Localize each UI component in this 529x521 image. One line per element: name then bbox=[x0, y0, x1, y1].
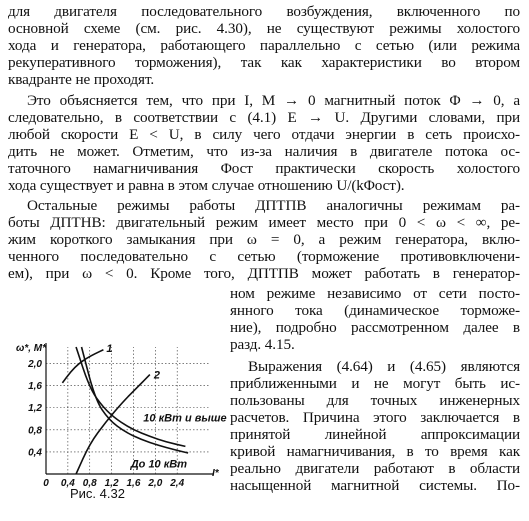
x-tick-label-1: 0,4 bbox=[60, 478, 75, 489]
x-axis-label: I* bbox=[212, 468, 219, 479]
right-line-4: разд. 4.15. bbox=[230, 336, 295, 353]
text-line-6: Это объясняется тем, что при I, M → 0 магнитный поток Φ → 0, а bbox=[27, 92, 520, 109]
text-line-3: хода и генератора, работающего параллельно с сетью (или режима bbox=[8, 37, 520, 54]
curve-label-2: 2 bbox=[153, 369, 160, 382]
right-line-9: принятой линейной аппроксимации bbox=[230, 426, 520, 443]
right-line-6: приближенными и не могут быть ис- bbox=[230, 375, 520, 392]
text-line-11: хода существует и равна в этом случае отношению U/(kΦост). bbox=[8, 177, 405, 194]
right-line-1: ном режиме независимо от сети посто- bbox=[230, 285, 520, 302]
x-tick-label-2: 0,8 bbox=[82, 478, 97, 489]
right-line-11: реально двигатели работают в области bbox=[230, 460, 520, 477]
y-tick-label-0: 0,4 bbox=[28, 447, 42, 459]
right-line-10: кривой намагничивания, в то время как bbox=[230, 443, 520, 460]
text-line-7: следовательно, в соответствии с (4.1) E → U. Другими словами, при bbox=[8, 109, 520, 126]
text-line-16: ем), при ω < 0. Кроме того, ДПТПВ может работать в генератор- bbox=[8, 265, 520, 282]
y-tick-label-4: 2,0 bbox=[28, 359, 42, 371]
x-tick-label-4: 1,6 bbox=[126, 478, 141, 489]
y-tick-label-2: 1,2 bbox=[28, 403, 42, 415]
right-line-7: пользованы для точных инженерных bbox=[230, 392, 520, 409]
text-line-4: рекуперативного торможения), так как характеристики во втором bbox=[8, 54, 520, 71]
series-curve-2 bbox=[76, 347, 185, 446]
series-curve-3 bbox=[82, 347, 189, 453]
text-line-12: Остальные режимы работы ДПТПВ аналогичны режимам ра- bbox=[27, 197, 520, 214]
right-line-8: расчетов. Причина этого заключается в bbox=[230, 409, 520, 426]
figure-4-32 bbox=[10, 341, 227, 501]
text-line-14: жим короткого замыкания при ω = 0, а режим генератора, вклю- bbox=[8, 231, 520, 248]
figure-caption: Рис. 4.32 bbox=[70, 486, 125, 501]
curve-label-under-10kw: До 10 кВт bbox=[130, 458, 188, 471]
right-line-3: ние), подробно рассмотренном далее в bbox=[230, 319, 520, 336]
right-line-12: насыщенной магнитной системы. По- bbox=[230, 477, 520, 494]
text-line-15: ченного последовательно с сетью (торможение противовключени- bbox=[8, 248, 520, 265]
x-tick-label-3: 1,2 bbox=[104, 478, 119, 489]
characteristics-chart bbox=[10, 341, 227, 491]
x-tick-label-5: 2,0 bbox=[148, 478, 163, 489]
text-line-8: любой скорости E < U, в силу чего отдачи энергии в сеть происхо- bbox=[8, 126, 520, 143]
text-line-5: квадранте не проходят. bbox=[8, 71, 155, 88]
curve-label-10kw-above: 10 кВт и выше bbox=[143, 412, 227, 425]
curve-label-1: 1 bbox=[106, 342, 113, 355]
text-line-2: основной схеме (см. рис. 4.30), не существуют режимы холостого bbox=[8, 20, 520, 37]
y-tick-label-3: 1,6 bbox=[28, 381, 42, 393]
text-line-13: боты ДПТНВ: двигательный режим имеет место при 0 < ω < ∞, ре- bbox=[8, 214, 520, 231]
y-axis-label: ω*, M* bbox=[16, 343, 47, 354]
x-tick-label-6: 2,4 bbox=[170, 478, 185, 489]
text-line-1: для двигателя последовательного возбуждения, включенного по bbox=[8, 3, 520, 20]
right-line-2: янного тока (динамическое торможе- bbox=[230, 302, 520, 319]
right-line-5: Выражения (4.64) и (4.65) являются bbox=[248, 358, 520, 375]
text-line-9: дить не может. Отметим, что из-за наличия в двигателе потока ос- bbox=[8, 143, 520, 160]
text-line-10: таточного намагничивания Φост практически скорость холостого bbox=[8, 160, 520, 177]
y-tick-label-1: 0,8 bbox=[28, 425, 42, 437]
x-tick-label-0: 0 bbox=[43, 478, 49, 489]
